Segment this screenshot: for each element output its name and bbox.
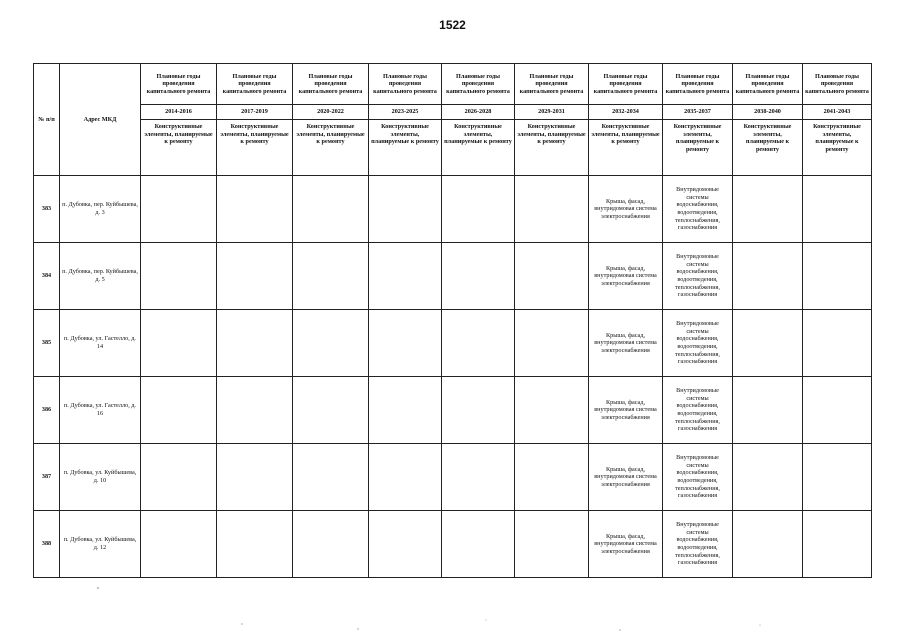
plan-header: Плановые годы проведения капитального ремонта [803, 64, 872, 105]
row-address: п. Дубовка, ул. Гастелло, д. 16 [60, 377, 141, 444]
repair-works-cell: Внутридомовые системы водоснабжения, водоотведения, теплоснабжения, газоснабжения [663, 377, 733, 444]
repair-works-cell: Крыша, фасад, внутридомовая система электроснабжения [589, 176, 663, 243]
repair-works-cell: Внутридомовые системы водоснабжения, водоотведения, теплоснабжения, газоснабжения [663, 176, 733, 243]
elements-header: Конструктивные элементы, планируемые к ремонту [442, 120, 515, 176]
plan-header: Плановые годы проведения капитального ремонта [442, 64, 515, 105]
row-address: п. Дубовка, ул. Куйбышева, д. 10 [60, 444, 141, 511]
row-number: 386 [34, 377, 60, 444]
row-number: 383 [34, 176, 60, 243]
row-number: 385 [34, 310, 60, 377]
elements-header: Конструктивные элементы, планируемые к ремонту [515, 120, 589, 176]
years-header: 2038-2040 [733, 105, 803, 120]
repair-works-cell: Крыша, фасад, внутридомовая система электроснабжения [589, 444, 663, 511]
repair-works-cell: Крыша, фасад, внутридомовая система электроснабжения [589, 511, 663, 578]
row-address: п. Дубовка, пер. Куйбышева, д. 3 [60, 176, 141, 243]
years-header: 2014-2016 [141, 105, 217, 120]
row-number: 388 [34, 511, 60, 578]
repair-works-cell: Внутридомовые системы водоснабжения, водоотведения, теплоснабжения, газоснабжения [663, 310, 733, 377]
page-number: 1522 [439, 18, 466, 32]
address-header: Адрес МКД [60, 64, 141, 176]
plan-header: Плановые годы проведения капитального ремонта [589, 64, 663, 105]
years-header: 2017-2019 [217, 105, 293, 120]
plan-header: Плановые годы проведения капитального ремонта [293, 64, 369, 105]
repair-works-cell: Внутридомовые системы водоснабжения, водоотведения, теплоснабжения, газоснабжения [663, 511, 733, 578]
years-header: 2032-2034 [589, 105, 663, 120]
elements-header: Конструктивные элементы, планируемые к ремонту [293, 120, 369, 176]
years-header: 2020-2022 [293, 105, 369, 120]
plan-header: Плановые годы проведения капитального ремонта [217, 64, 293, 105]
row-number: 387 [34, 444, 60, 511]
row-address: п. Дубовка, ул. Куйбышева, д. 12 [60, 511, 141, 578]
num-header: № п/п [34, 64, 60, 176]
elements-header: Конструктивные элементы, планируемые к ремонту [803, 120, 872, 176]
elements-header: Конструктивные элементы, планируемые к ремонту [141, 120, 217, 176]
elements-header: Конструктивные элементы, планируемые к ремонту [589, 120, 663, 176]
repair-works-cell: Внутридомовые системы водоснабжения, водоотведения, теплоснабжения, газоснабжения [663, 444, 733, 511]
elements-header: Конструктивные элементы, планируемые к ремонту [217, 120, 293, 176]
plan-header: Плановые годы проведения капитального ремонта [733, 64, 803, 105]
repair-works-cell: Крыша, фасад, внутридомовая система электроснабжения [589, 377, 663, 444]
plan-header: Плановые годы проведения капитального ремонта [141, 64, 217, 105]
repair-works-cell: Внутридомовые системы водоснабжения, водоотведения, теплоснабжения, газоснабжения [663, 243, 733, 310]
row-address: п. Дубовка, пер. Куйбышева, д. 5 [60, 243, 141, 310]
elements-header: Конструктивные элементы, планируемые к ремонту [663, 120, 733, 176]
years-header: 2035-2037 [663, 105, 733, 120]
row-address: п. Дубовка, ул. Гастелло, д. 14 [60, 310, 141, 377]
years-header: 2041-2043 [803, 105, 872, 120]
row-number: 384 [34, 243, 60, 310]
years-header: 2026-2028 [442, 105, 515, 120]
years-header: 2029-2031 [515, 105, 589, 120]
plan-header: Плановые годы проведения капитального ремонта [515, 64, 589, 105]
repair-works-cell: Крыша, фасад, внутридомовая система электроснабжения [589, 243, 663, 310]
elements-header: Конструктивные элементы, планируемые к ремонту [369, 120, 442, 176]
years-header: 2023-2025 [369, 105, 442, 120]
elements-header: Конструктивные элементы, планируемые к ремонту [733, 120, 803, 176]
repair-works-cell: Крыша, фасад, внутридомовая система электроснабжения [589, 310, 663, 377]
plan-header: Плановые годы проведения капитального ремонта [663, 64, 733, 105]
plan-header: Плановые годы проведения капитального ремонта [369, 64, 442, 105]
